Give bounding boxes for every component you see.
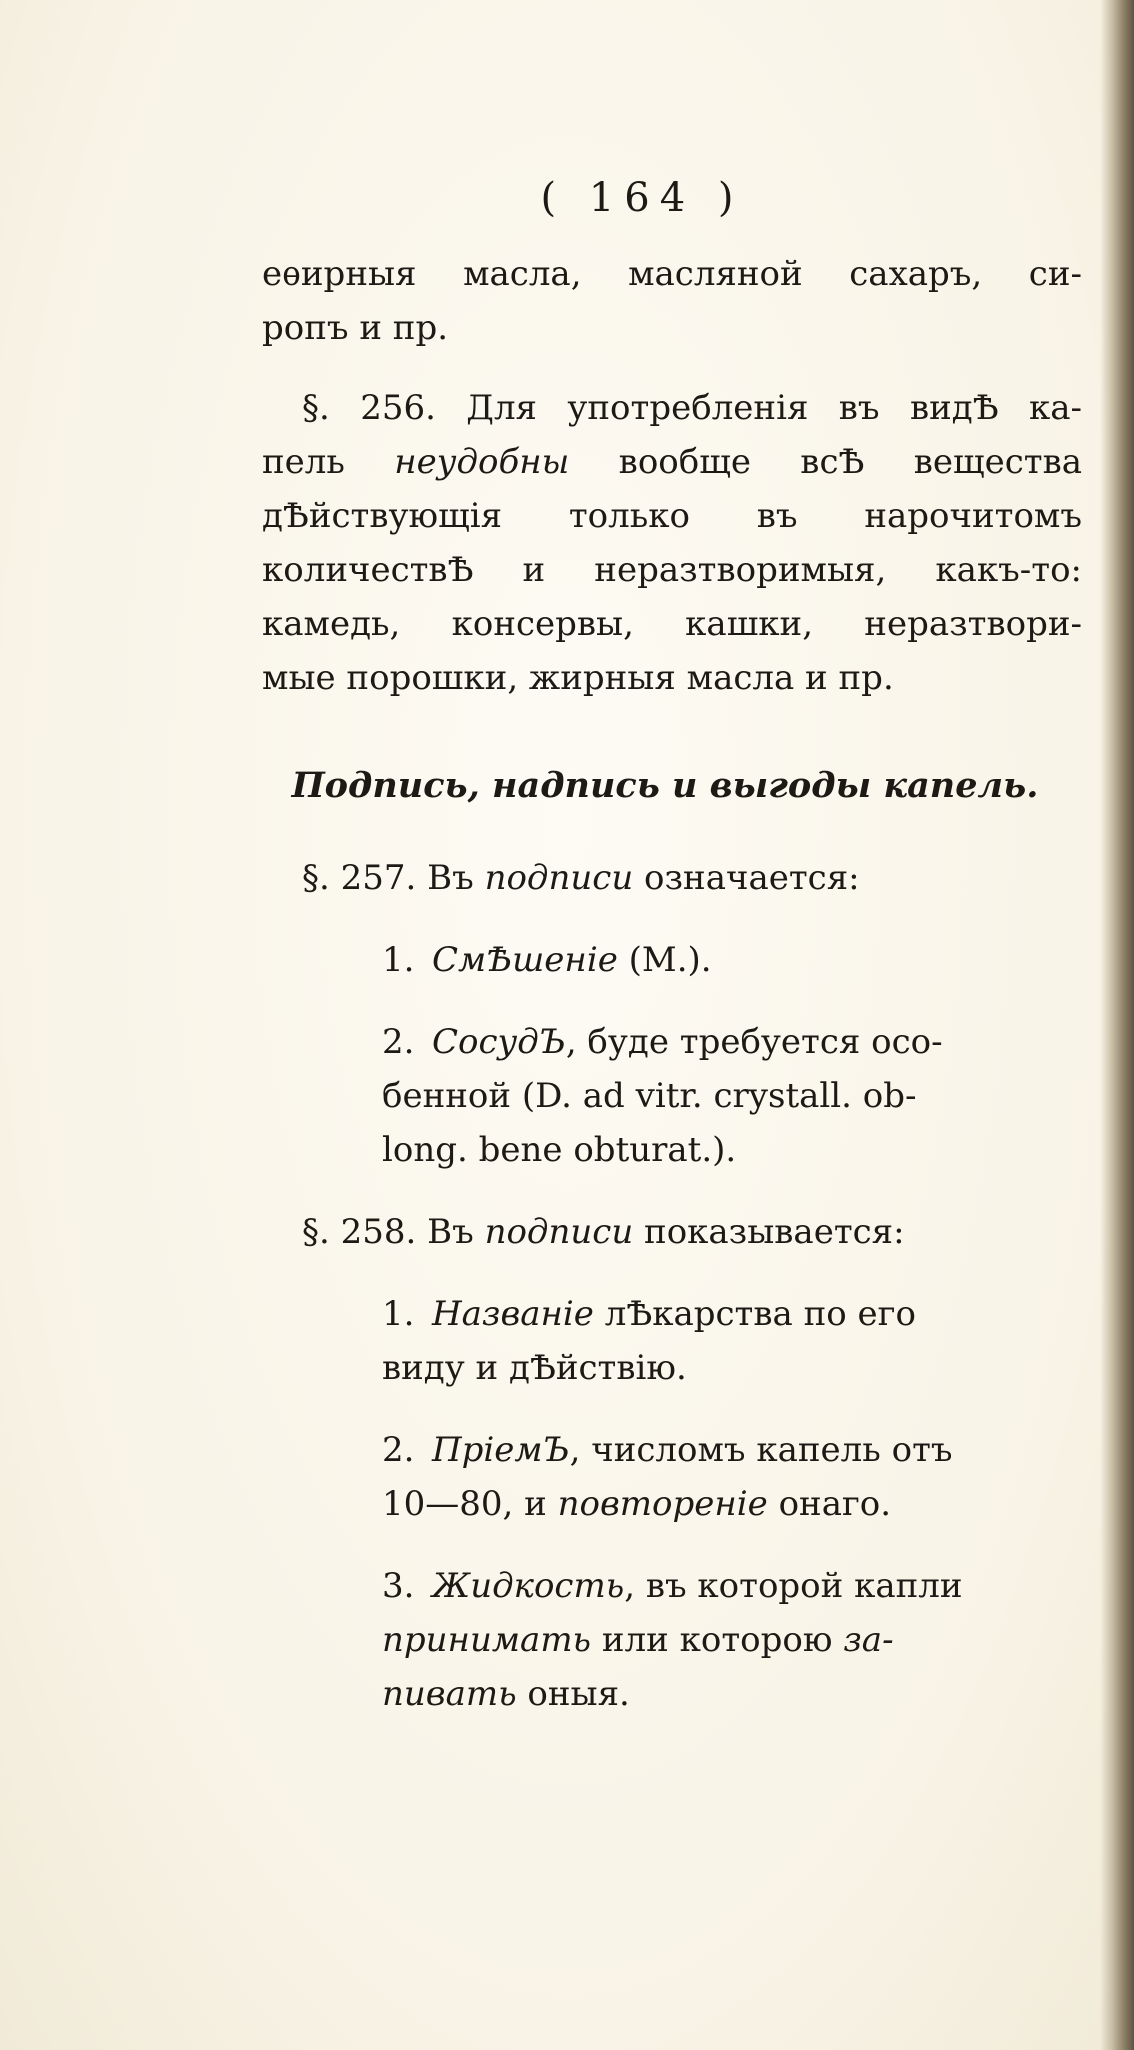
italic-term: СмѢшеніе (432, 940, 618, 980)
text-line (382, 1477, 1082, 1531)
italic-term: СосудЪ (432, 1022, 566, 1062)
text-line: количествѢ и неразтворимыя, какъ-то: (262, 550, 1082, 590)
text-span: (M.). (617, 940, 712, 980)
paragraph-258 (262, 1205, 1082, 1721)
text-line: мые порошки, жирныя масла и пр. (262, 658, 894, 698)
text-span: оныя. (516, 1674, 630, 1714)
text-span: означается: (633, 858, 860, 898)
text-line: long. bene obturat.). (382, 1130, 737, 1170)
paragraph-lead (262, 1205, 1082, 1259)
text-line (262, 435, 1082, 489)
paragraph-lead (262, 851, 1082, 905)
text-line: еѳирныя масла, масляной сахаръ, си- (262, 254, 1082, 294)
italic-term: принимать (382, 1620, 592, 1660)
text-span: показывается: (633, 1212, 905, 1252)
text-span: пель (262, 442, 395, 482)
text-span: вообще всѢ вещества (569, 442, 1082, 482)
item-number: 1. (382, 940, 415, 980)
text-span: 10—80, и (382, 1484, 558, 1524)
text-span: , въ которой капли (624, 1566, 963, 1606)
text-span: или которою (591, 1620, 844, 1660)
text-line: ропъ и пр. (262, 308, 449, 348)
italic-term: Жидкость (432, 1566, 625, 1606)
text-line: камедь, консервы, кашки, неразтвори- (262, 604, 1082, 644)
text-span: §. 258. Въ (302, 1212, 485, 1252)
text-line (382, 1667, 1082, 1721)
page-binding-edge (1100, 0, 1134, 2050)
italic-term: Названіе (432, 1294, 594, 1334)
text-line: виду и дѢйствію. (382, 1348, 687, 1388)
italic-term: за- (843, 1620, 894, 1660)
paragraph-256 (262, 381, 1082, 705)
list-item (262, 1015, 1082, 1177)
italic-term: неудобны (394, 442, 570, 482)
text-line (382, 1613, 1082, 1667)
text-line: бенной (D. ad vitr. crystall. ob- (382, 1076, 917, 1116)
item-number: 2. (382, 1430, 415, 1470)
italic-term: подписи (484, 858, 634, 898)
text-block (262, 175, 1082, 1721)
text-span: , буде требуется осо- (565, 1022, 943, 1062)
list-item (262, 1287, 1082, 1395)
text-span: лѢкарства по его (593, 1294, 916, 1334)
text-span: , числомъ капель отъ (569, 1430, 953, 1470)
italic-term: подписи (484, 1212, 634, 1252)
list-item (262, 1559, 1082, 1721)
text-line: §. 256. Для употребленія въ видѢ ка- (302, 388, 1082, 428)
italic-term: пивать (382, 1674, 517, 1714)
text-line: дѢйствующія только въ нарочитомъ (262, 496, 1082, 536)
text-span: онаго. (767, 1484, 892, 1524)
section-heading: Подпись, надпись и выгоды капель. (291, 765, 1039, 806)
text-span: §. 257. Въ (302, 858, 485, 898)
item-number: 2. (382, 1022, 415, 1062)
list-item (262, 1423, 1082, 1531)
list-item (262, 933, 1082, 987)
paragraph-257 (262, 851, 1082, 1177)
item-number: 3. (382, 1566, 415, 1606)
page-number: ( 164 ) (540, 175, 744, 221)
item-number: 1. (382, 1294, 415, 1334)
italic-term: ПріемЪ (432, 1430, 570, 1470)
italic-term: повтореніе (557, 1484, 768, 1524)
